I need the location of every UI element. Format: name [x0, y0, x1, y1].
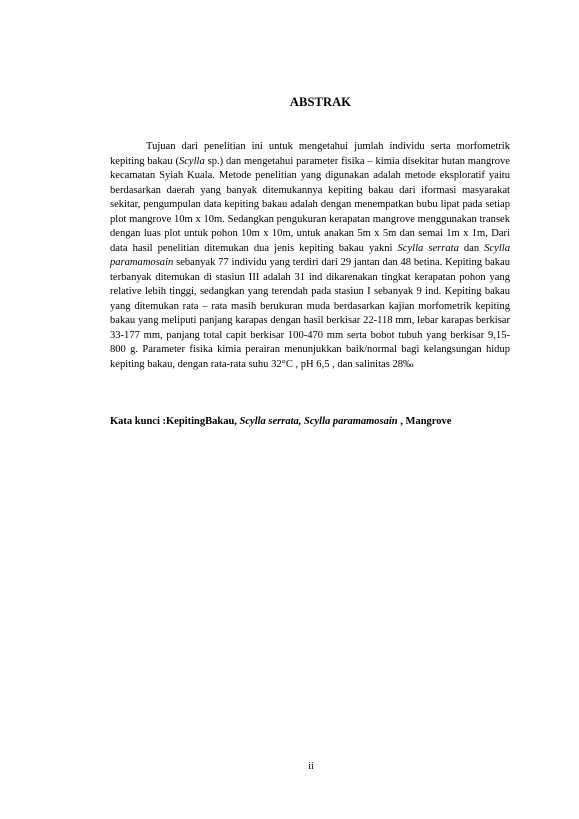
abstract-genus-italic: Scylla: [178, 155, 205, 167]
abstract-species-serrata: Scylla serrata: [397, 242, 459, 254]
abstract-text-2: sp.) dan mengetahui parameter fisika – kimia disekitar hutan mangrove kecamatan Syiah Kuala. Metode penelitian yang digunakan adalah metode eksploratif yaitu berdasarkan daerah yang banyak ditemukannya kepiting bakau dari iformasi masyarakat sekitar, pengumpulan data kepiting bakau adalah dengan menempatkan bubu lipat pada setiap plot mangrove 10m x 10m. Sedangkan pengukuran kerapatan mangrove menggunakan transek dengan luas plot untuk pohon 10m x 10m, untuk anakan 5m x 5m dan semai 1m x 1m, Dari data hasil penelitian ditemukan dua jenis kepiting bakau yakni: [110, 155, 510, 254]
abstract-text-4: sebanyak 77 individu yang terdiri dari 29 jantan dan 48 betina. Kepiting bakau terbanyak ditemukan di stasiun III adalah 31 ind dikarenakan tingkat kerapatan pohon yang relative lebih tinggi, sedangkan yang terendah pada stasiun I sebanyak 9 ind. Kepiting bakau yang ditemukan rata – rata masih berukuran muda berdasarkan kajian morfometrik kepiting bakau yang meliputi panjang karapas dengan hasil berkisar 22-118 mm, lebar karapas berkisar 33-177 mm, panjang total capit berkisar 100-470 mm serta bobot tubuh yang berkisar 9,15-800 g. Parameter fisika kimia perairan menunjukkan baik/normal bagi kelangsungan hidup kepiting bakau, dengan rata-rata suhu 32°C , pH 6,5 , dan salinitas 28‰: [110, 257, 510, 370]
abstract-species-paramamosain: Scylla paramamosain: [110, 242, 510, 268]
abstract-text-1: Tujuan dari penelitian ini untuk mengetahui jumlah individu serta morfometrik kepiting bakau (: [110, 141, 510, 167]
abstract-title: ABSTRAK: [289, 95, 352, 109]
keywords-line: [110, 416, 530, 427]
page-number: ii: [308, 761, 314, 772]
keyword-scylla-serrata: Scylla serrata,: [239, 416, 305, 427]
abstract-paragraph: [110, 140, 510, 372]
keywords-label: Kata kunci :: [110, 416, 167, 427]
keyword-scylla-paramamosain: Scylla paramamosain: [304, 416, 398, 427]
abstract-text-3: dan: [458, 242, 485, 254]
keyword-mangrove: , Mangrove: [397, 416, 452, 427]
keyword-kepiting-bakau: KepitingBakau,: [166, 416, 240, 427]
